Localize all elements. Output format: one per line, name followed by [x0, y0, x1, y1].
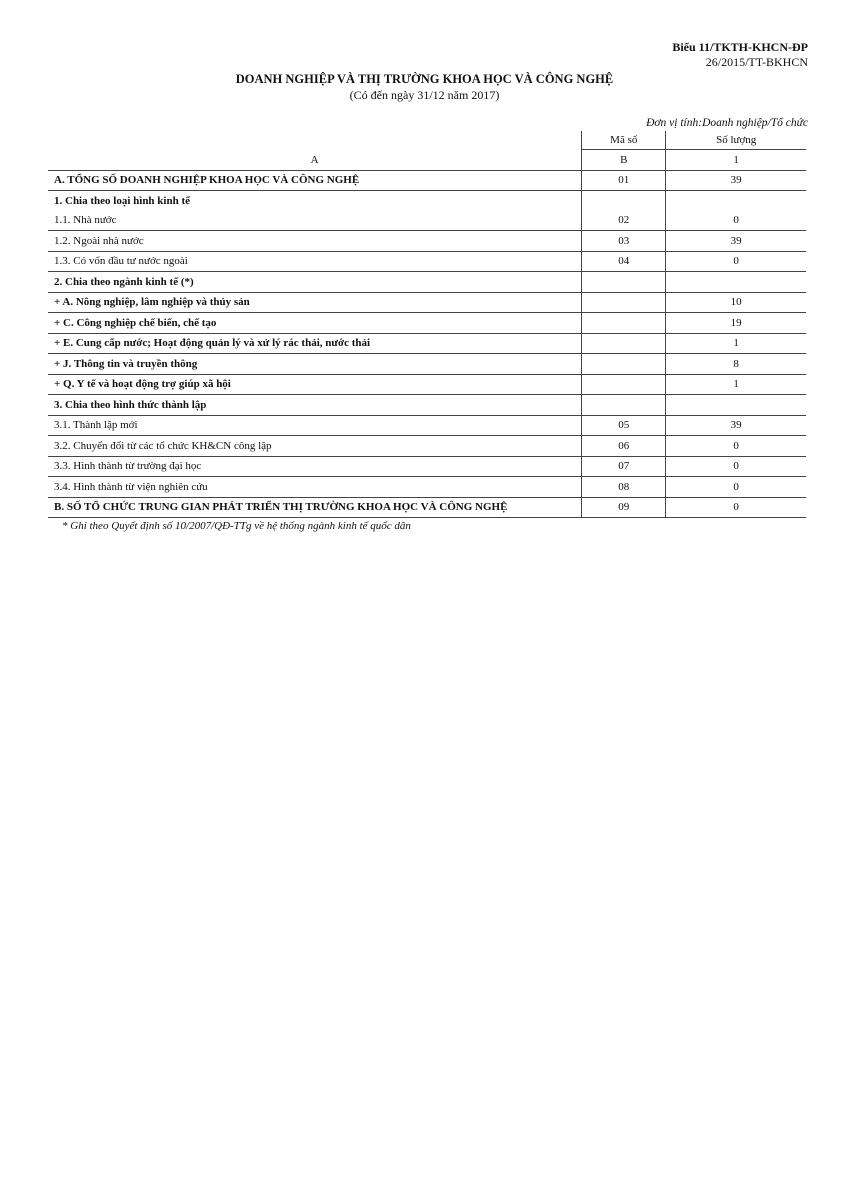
row-code: 08	[582, 477, 666, 498]
row-code	[582, 272, 666, 293]
row-qty	[666, 191, 806, 211]
row-code	[582, 313, 666, 334]
index-b: B	[582, 150, 666, 171]
row-qty	[666, 395, 806, 416]
row-code: 05	[582, 415, 666, 436]
row-qty: 0	[666, 211, 806, 231]
row-label: B. SỐ TỔ CHỨC TRUNG GIAN PHÁT TRIỂN THỊ TRƯỜNG KHOA HỌC VÀ CÔNG NGHỆ	[48, 497, 582, 518]
row-qty: 1	[666, 374, 806, 395]
unit-note: Đơn vị tính:Doanh nghiệp/Tổ chức	[646, 117, 808, 129]
page-title: DOANH NGHIỆP VÀ THỊ TRƯỜNG KHOA HỌC VÀ CÔNG NGHỆ	[235, 72, 614, 86]
row-qty: 0	[666, 456, 806, 477]
row-qty: 39	[666, 415, 806, 436]
row-qty: 10	[666, 292, 806, 313]
row-code: 07	[582, 456, 666, 477]
row-code	[582, 191, 666, 211]
header-code: Mã số	[582, 131, 666, 150]
table-row	[48, 170, 806, 191]
row-qty: 8	[666, 354, 806, 375]
row-qty: 1	[666, 333, 806, 354]
index-a: A	[48, 150, 582, 171]
row-label: + C. Công nghiệp chế biến, chế tạo	[48, 313, 582, 334]
row-code	[582, 395, 666, 416]
row-label: 3.3. Hình thành từ trường đại học	[48, 456, 582, 477]
table-row	[48, 191, 806, 211]
row-qty: 39	[666, 231, 806, 252]
form-code-line2: 26/2015/TT-BKHCN	[705, 55, 808, 69]
table-row	[48, 395, 806, 416]
table-row	[48, 211, 806, 231]
row-code: 06	[582, 436, 666, 457]
header-qty: Số lượng	[666, 131, 806, 150]
footnote: * Ghi theo Quyết định số 10/2007/QĐ-TTg về hệ thống ngành kinh tế quốc dân	[62, 520, 411, 532]
table-row	[48, 497, 806, 518]
table-row	[48, 272, 806, 293]
row-label: 1.3. Có vốn đầu tư nước ngoài	[48, 251, 582, 272]
row-code	[582, 333, 666, 354]
row-label: 1.1. Nhà nước	[48, 211, 582, 231]
table-row	[48, 292, 806, 313]
row-code	[582, 374, 666, 395]
row-code: 04	[582, 251, 666, 272]
row-qty: 0	[666, 436, 806, 457]
table-row	[48, 251, 806, 272]
row-qty	[666, 272, 806, 293]
index-c: 1	[666, 150, 806, 171]
row-label: + A. Nông nghiệp, lâm nghiệp và thủy sản	[48, 292, 582, 313]
row-label: + J. Thông tin và truyền thông	[48, 354, 582, 375]
row-qty: 19	[666, 313, 806, 334]
table-index-row	[48, 150, 806, 171]
table-header-row	[48, 131, 806, 150]
header-blank	[48, 131, 582, 150]
form-code	[672, 40, 808, 70]
row-qty: 0	[666, 497, 806, 518]
row-label: 3. Chia theo hình thức thành lập	[48, 395, 582, 416]
report-table	[48, 131, 806, 518]
row-label: + Q. Y tế và hoạt động trợ giúp xã hội	[48, 374, 582, 395]
page-subtitle: (Có đến ngày 31/12 năm 2017)	[349, 88, 500, 102]
row-code: 01	[582, 170, 666, 191]
row-label: A. TỔNG SỐ DOANH NGHIỆP KHOA HỌC VÀ CÔNG NGHỆ	[48, 170, 582, 191]
table-row	[48, 415, 806, 436]
row-code	[582, 354, 666, 375]
row-qty: 39	[666, 170, 806, 191]
table-row	[48, 436, 806, 457]
row-label: 3.2. Chuyển đổi từ các tổ chức KH&CN công lập	[48, 436, 582, 457]
row-label: 3.1. Thành lập mới	[48, 415, 582, 436]
table-row	[48, 231, 806, 252]
row-code: 03	[582, 231, 666, 252]
table-row	[48, 374, 806, 395]
form-code-line1: Biểu 11/TKTH-KHCN-ĐP	[672, 40, 808, 54]
table-row	[48, 333, 806, 354]
row-code	[582, 292, 666, 313]
row-qty: 0	[666, 477, 806, 498]
row-label: + E. Cung cấp nước; Hoạt động quản lý và xử lý rác thải, nước thải	[48, 333, 582, 354]
table-row	[48, 354, 806, 375]
row-qty: 0	[666, 251, 806, 272]
table-row	[48, 313, 806, 334]
table-row	[48, 456, 806, 477]
row-code: 09	[582, 497, 666, 518]
row-label: 1. Chia theo loại hình kinh tế	[54, 194, 191, 207]
row-code: 02	[582, 211, 666, 231]
row-label: 1.2. Ngoài nhà nước	[48, 231, 582, 252]
row-label: 2. Chia theo ngành kinh tế (*)	[48, 272, 582, 293]
table-row	[48, 477, 806, 498]
row-label: 3.4. Hình thành từ viện nghiên cứu	[48, 477, 582, 498]
